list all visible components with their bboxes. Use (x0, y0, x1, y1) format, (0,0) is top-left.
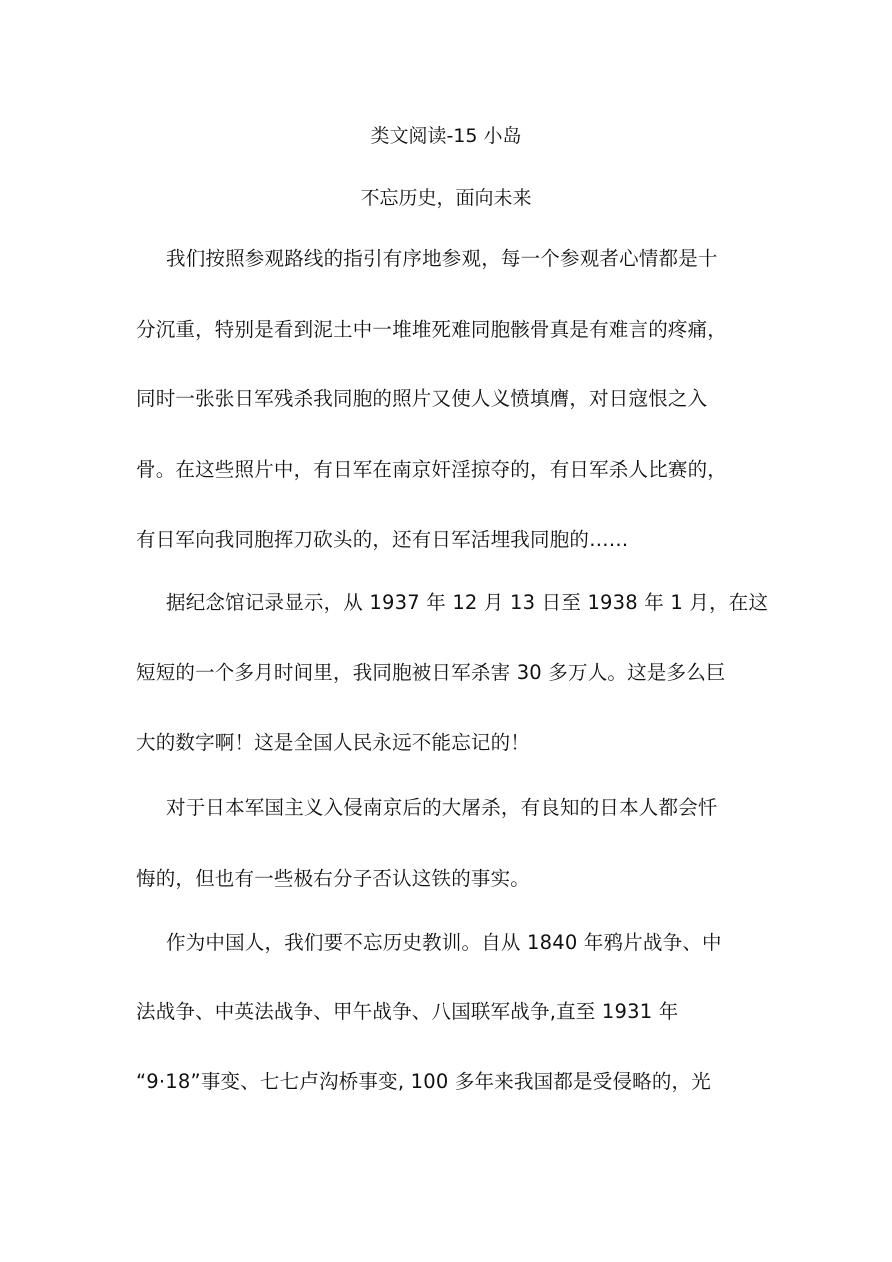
paragraph-line: 悔的，但也有一些极右分子否认这铁的事实。 (136, 867, 531, 890)
paragraph-line: 我们按照参观路线的指引有序地参观，每一个参观者心情都是十 (166, 247, 718, 270)
paragraph-line: 骨。在这些照片中，有日军在南京奸淫掠夺的，有日军杀人比赛的， (136, 458, 728, 481)
document-subtitle: 不忘历史，面向未来 (360, 187, 532, 209)
paragraph-line: 分沉重，特别是看到泥土中一堆堆死难同胞骸骨真是有难言的疼痛， (136, 318, 728, 341)
paragraph-line: 有日军向我同胞挥刀砍头的，还有日军活埋我同胞的…… (136, 528, 629, 551)
document-title: 类文阅读-15 小岛 (370, 125, 522, 147)
paragraph-line: 大的数字啊！这是全国人民永远不能忘记的！ (136, 731, 531, 754)
paragraph-line: 短短的一个多月时间里，我同胞被日军杀害 30 多万人。这是多么巨 (136, 661, 726, 684)
paragraph-line: “9·18”事变、七七卢沟桥事变, 100 多年来我国都是受侵略的，光 (136, 1070, 711, 1093)
paragraph-line: 作为中国人，我们要不忘历史教训。自从 1840 年鸦片战争、中 (166, 931, 722, 954)
paragraph-line: 同时一张张日军残杀我同胞的照片又使人义愤填膺，对日寇恨之入 (136, 387, 708, 410)
paragraph-line: 据纪念馆记录显示，从 1937 年 12 月 13 日至 1938 年 1 月，在这 (166, 591, 769, 614)
paragraph-line: 对于日本军国主义入侵南京后的大屠杀，有良知的日本人都会忏 (166, 796, 718, 819)
paragraph-line: 法战争、中英法战争、甲午战争、八国联军战争,直至 1931 年 (136, 1000, 679, 1023)
